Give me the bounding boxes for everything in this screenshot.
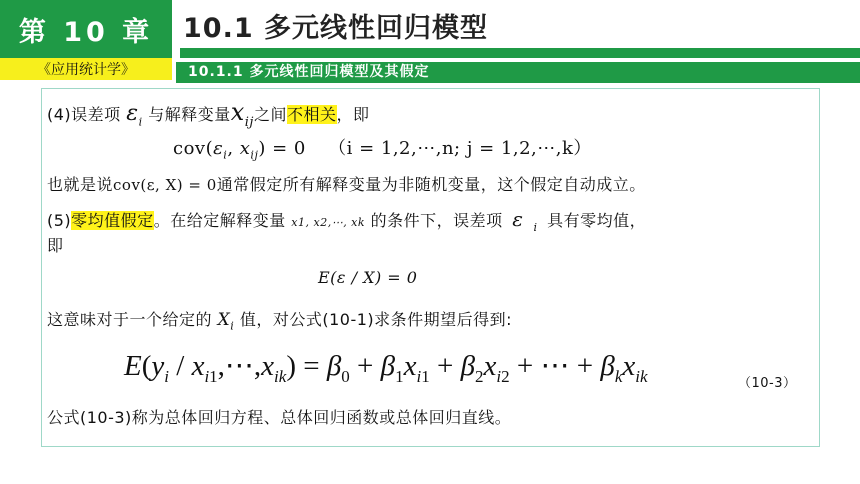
subsection-title: 10.1.1 多元线性回归模型及其假定 [176,62,860,83]
means-suffix: 值，对公式(10-1)求条件期望后得到: [239,310,513,329]
item4-mid: 与解释变量 [148,105,231,124]
ye-suffix: 通常假定所有解释变量为非随机变量，这个假定自动成立。 [216,175,646,194]
book-label: 《应用统计学》 [0,58,172,80]
item4-line [47,98,370,130]
item5-prefix: (5) [47,211,72,230]
ye-prefix: 也就是说 [47,175,114,194]
chapter-label: 第 10 章 [0,0,172,58]
line-means [47,307,512,332]
item4-suffix: ，即 [336,105,370,124]
line-yejiushishuo [47,172,646,195]
uncorrelated-highlight: 不相关 [286,105,337,124]
index-range: （i = 1,2,⋯,n; j = 1,2,⋯,k） [328,138,592,159]
item5-text1: 。在给定解释变量 [153,211,286,230]
equation-number: （10-3） [738,376,797,391]
header-separator [172,0,180,58]
item4-between: 之间 [253,105,287,124]
zero-mean-formula: E(ε / X) = 0 [318,268,418,287]
cov-eps-x-formula: cov(ε, X) = 0 [113,176,217,194]
item5-text3: 具有零均值， [547,211,647,230]
item5-line [47,207,646,234]
epsilon-i-symbol: $\varepsilon_i$ [126,101,143,129]
means-prefix: 这意味对于一个给定的 [47,310,213,329]
zero-mean-highlight: 零均值假定 [71,211,154,230]
regression-equation: $E(y_i$ / $x_{i1},\cdots,x_{ik}) = \beta_0 + \beta_1x_{i1} + \beta_2x_{i2}$ + ⋯ + $\beta_kx_{ik}$ [124,350,648,386]
title-underline [180,48,860,58]
section-title: 10.1 多元线性回归模型 [183,13,489,44]
x-i-symbol: $X_i$ [217,310,235,333]
epsilon-i-symbol-2: ε $_i$ [512,207,538,234]
cov-formula: $cov(\varepsilon_i$, $x_{ij}) = 0$ （i = 1,2,⋯,n; j = 1,2,⋯,k） [173,138,592,162]
item5-text2: 的条件下，误差项 [370,211,503,230]
item4-prefix: (4)误差项 [47,105,121,124]
item5-ji: 即 [47,236,64,255]
x-vars-symbol: x1, x2,⋯, xk [291,216,366,229]
conclusion-text: 公式(10-3)称为总体回归方程、总体回归函数或总体回归直线。 [47,408,512,427]
x-ij-symbol: $x_{ij}$ [230,98,254,130]
